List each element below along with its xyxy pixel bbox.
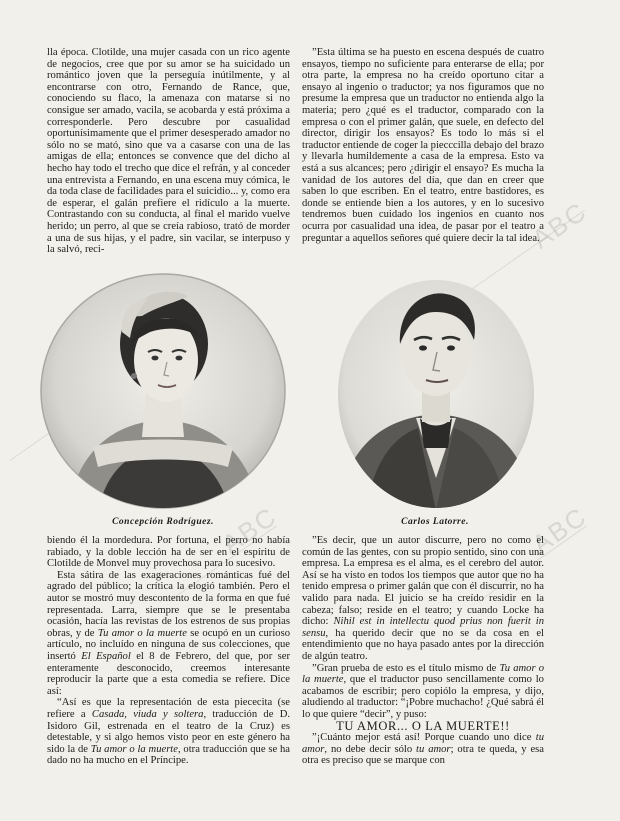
portrait-concepcion-rodriguez bbox=[38, 272, 288, 510]
paragraph: ”Gran prueba de esto es el título mismo de Tu amor o la muerte, que el traductor puso sencillamente como lo acabamos de escribir; pero copiólo la empresa, y dijo, aludiendo al traductor: “¡Pobre muchacho! ¿Qué sabrá él lo que quiere “decir”, y puso: bbox=[302, 662, 544, 720]
quoted-title-heading: TU AMOR... O LA MUERTE!! bbox=[336, 718, 510, 733]
paragraph: biendo él la mordedura. Por fortuna, el perro no había rabiado, y la doble lección ha de ser en el espíritu de Clotilde de Monvel muy provechosa para lo sucesivo. bbox=[47, 535, 290, 570]
column-bottom-left bbox=[47, 535, 290, 767]
watermark: ABC bbox=[216, 500, 283, 560]
portrait-carlos-latorre bbox=[336, 278, 536, 510]
paragraph: ”¡Cuánto mejor está así! Porque cuando uno dice tu amor, no debe decir sólo tu amor; otra te queda, y esa otra es preciso que se marque con bbox=[302, 732, 544, 767]
paragraph: Esta sátira de las exageraciones románticas fué del agrado del público; la crítica la elogió también. Pero el autor se mostró muy descontento de la forma en que fué representada. Larra, siempre que se le presentaba ocasión, hacía las revistas de los estrenos de sus propias obras, y de Tu amor o la muerte se ocupó en un curioso artículo, no incluído en ninguna de sus colecciones, que insertó El Español el 8 de Febrero, del que, por ser enteramente desconocido, creemos interesante reproducir la parte que a esta comedia se refiere. Dice así: bbox=[47, 569, 290, 697]
caption-right: Carlos Latorre. bbox=[401, 517, 469, 527]
column-top-right bbox=[302, 47, 544, 244]
column-bottom-right bbox=[302, 535, 544, 767]
paragraph: lla época. Clotilde, una mujer casada con un rico agente de negocios, cree que por su amor se ha suicidado un romántico joven que la perseguía inútilmente, y al encontrarse con otro, Fernando de Rance, que, conociendo su flaco, la amenaza con matarse si no consigue ser amado, vacila, se acobarda y está próxima a corresponderle. Pero descubre por casualidad oportunísimamente que el primer desesperado amador no sólo no se mató, sino que va a casarse con una de las amigas de ella; entonces se convence que del dicho al hecho hay todo el trecho que dice el refrán, y al conceder una entrevista a Fernando, en una escena muy cómica, le da toda clase de facilidades para el suicidio... y, como era de esperar, el galán prefiere el ridículo a la muerte. Contrastando con su conducta, al final el marido vuelve herido; un perro, al que se creía rabioso, trató de morder a una de sus hijas, y el padre, sin vacilar, se interpuso y la salvó, reci- bbox=[47, 47, 290, 256]
paragraph: ”Esta última se ha puesto en escena después de cuatro ensayos, tiempo no suficiente para enterarse de ella; por otra parte, la empresa no ha creído oportuno citar a ensayo al ingenio o traductor; ya nos figuramos que no presume la empresa que un traductor no entienda algo la materia; pero ¿qué es el traductor, comparado con la empresa o con el primer galán, que suele, en defecto del director, dirigir los ensayos? Es todo lo más si el traductor entiende de coger la piecccilla debajo del brazo y llevarla humildemente a casa de la empresa. Esto va está a sus alcances; pero ¿dirigir el ensayo? Es mucha la vanidad de los autores del día, que dan en creer que saben lo que escriben. En el teatro, entre bastidores, es donde se entiende bien a los autores, y en lo sucesivo tendremos buen cuidado los ingenios en cuanto nos ocurra por casualidad una idea, de pasar por el teatro a preguntar a aquellos señores qué quiere decir la tal idea. bbox=[302, 47, 544, 244]
watermark: ABC bbox=[526, 195, 593, 255]
column-top-left bbox=[47, 47, 290, 256]
watermark: ABC bbox=[526, 500, 593, 560]
paragraph: ”Es decir, que un autor discurre, pero no como el común de las gentes, con su propio sentido, sino con una empresa. La empresa es el alma, es el cerebro del autor. Así se ha visto en todos los tiempos que autor que no ha tenido empresa o primer galán que con él discurrir, no ha valido para nada. El juicio se ha creído residir en la cabeza; falso; reside en el teatro; y cuando Locke ha dicho: Nihil est in intellectu quod prius non fuerit in sensu, ha querido decir que no se da cosa en el entendimiento que no haya pasado antes por la dirección de algún teatro. bbox=[302, 535, 544, 662]
paragraph: “Así es que la representación de esta piececita (se refiere a Casada, viuda y soltera, traducción de D. Isidoro Gil, estrenada en el teatro de la Cruz) es detestable, y si algo hemos visto peor en este género ha sido la de Tu amor o la muerte, otra traducción que se ha dado no ha mucho en el Príncipe. bbox=[47, 697, 290, 767]
caption-left: Concepción Rodríguez. bbox=[112, 517, 214, 527]
